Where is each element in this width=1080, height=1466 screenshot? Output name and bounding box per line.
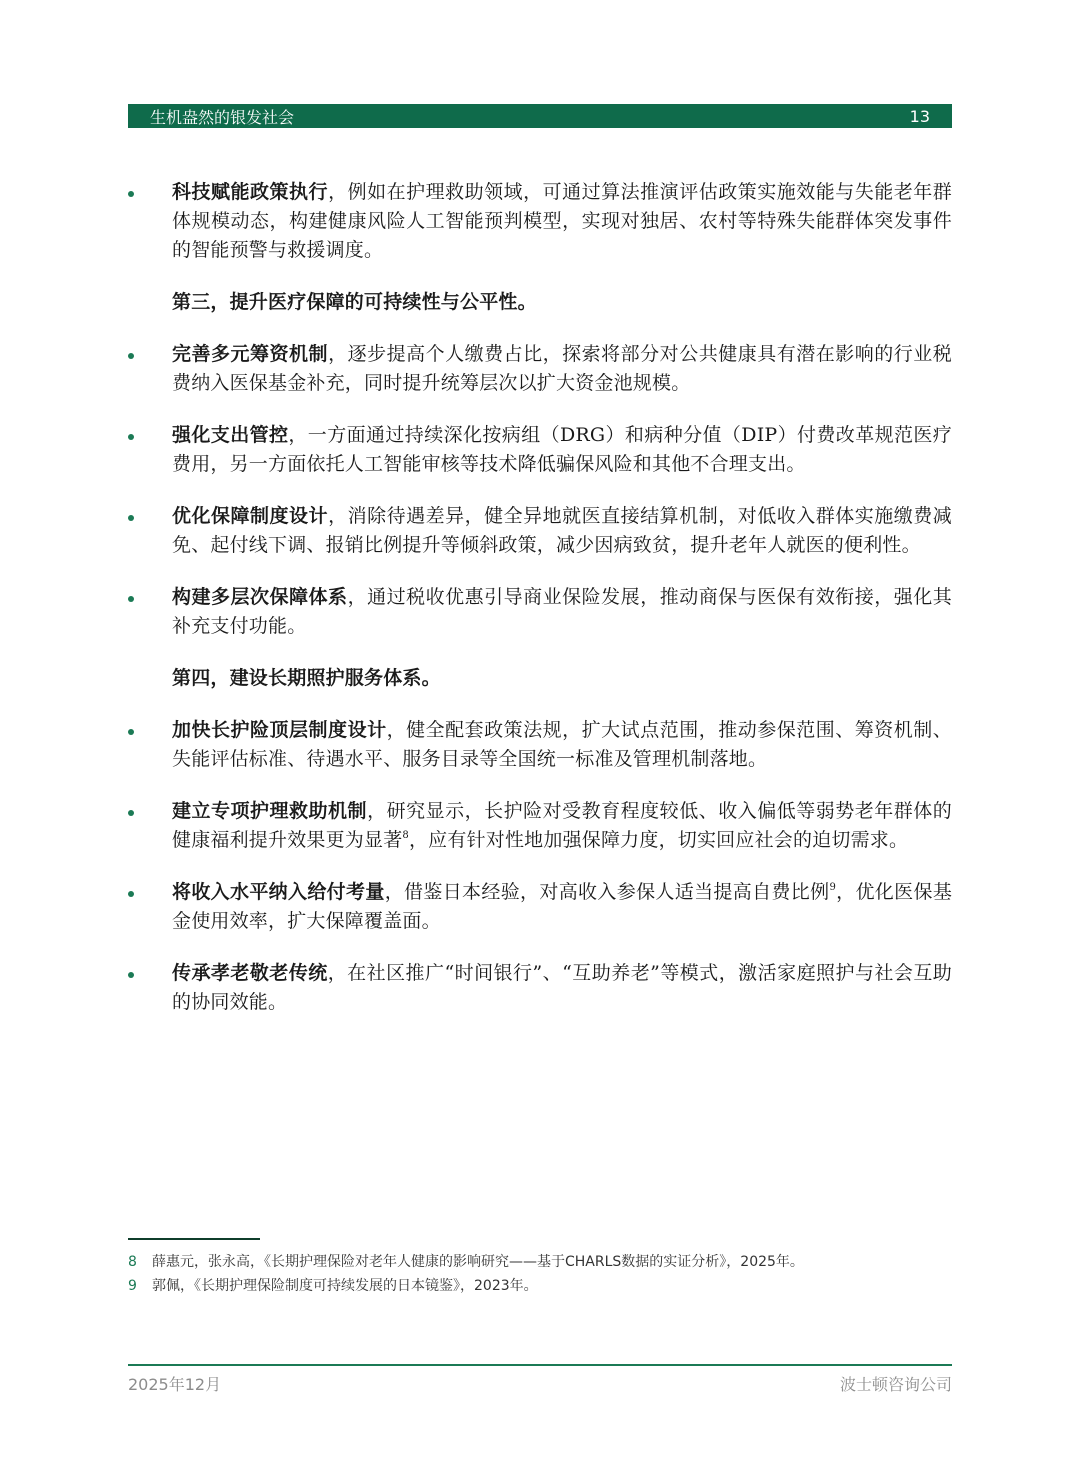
list-item bbox=[128, 878, 952, 936]
item-lead: 将收入水平纳入给付考量 bbox=[172, 881, 385, 903]
footnotes bbox=[128, 1250, 952, 1298]
footnote-text: 郭佩，《长期护理保险制度可持续发展的日本镜鉴》，2023年。 bbox=[152, 1278, 538, 1294]
footnote-number: 9 bbox=[128, 1278, 137, 1294]
item-lead: 加快长护险顶层制度设计 bbox=[172, 719, 387, 741]
list-item bbox=[128, 583, 952, 641]
item-text: ，借鉴日本经验，对高收入参保人适当提高自费比例 bbox=[384, 881, 830, 903]
list-item bbox=[128, 340, 952, 398]
bullet-icon bbox=[128, 729, 134, 735]
main-content bbox=[128, 178, 952, 1040]
list-item bbox=[128, 716, 952, 774]
bullet-icon bbox=[128, 191, 134, 197]
item-text: ，消除待遇差异，健全异地就医直接结算机制，对低收入群体实施缴费减免、起付线下调、报销比例提升等倾斜政策，减少因病致贫，提升老年人就医的便利性。 bbox=[172, 505, 952, 556]
item-text: ，例如在护理救助领域，可通过算法推演评估政策实施效能与失能老年群体规模动态，构建健康风险人工智能预判模型，实现对独居、农村等特殊失能群体突发事件的智能预警与救援调度。 bbox=[172, 181, 952, 261]
bullet-icon bbox=[128, 972, 134, 978]
bullet-icon bbox=[128, 891, 134, 897]
item-lead: 优化保障制度设计 bbox=[172, 505, 329, 527]
bullet-icon bbox=[128, 353, 134, 359]
footnote-ref[interactable]: 8 bbox=[402, 830, 409, 841]
bullet-icon bbox=[128, 596, 134, 602]
footer-divider bbox=[128, 1364, 952, 1366]
bullet-icon bbox=[128, 515, 134, 521]
item-lead: 传承孝老敬老传统 bbox=[172, 962, 328, 984]
item-text: ，一方面通过持续深化按病组（DRG）和病种分值（DIP）付费改革规范医疗费用，另一方面依托人工智能审核等技术降低骗保风险和其他不合理支出。 bbox=[172, 424, 953, 475]
section-heading: 第四，建设长期照护服务体系。 bbox=[172, 667, 441, 689]
item-lead: 强化支出管控 bbox=[172, 424, 289, 446]
report-title: 生机盎然的银发社会 bbox=[150, 107, 295, 127]
item-lead: 完善多元筹资机制 bbox=[172, 343, 329, 365]
footnote-number: 8 bbox=[128, 1254, 137, 1270]
list-item bbox=[128, 178, 952, 265]
item-lead: 建立专项护理救助机制 bbox=[172, 800, 368, 822]
item-text: ，通过税收优惠引导商业保险发展，推动商保与医保有效衔接，强化其补充支付功能。 bbox=[172, 586, 952, 637]
bullet-icon bbox=[128, 434, 134, 440]
footnote-divider bbox=[128, 1238, 260, 1240]
bullet-icon bbox=[128, 810, 134, 816]
item-text: ，逐步提高个人缴费占比，探索将部分对公共健康具有潜在影响的行业税费纳入医保基金补充，同时提升统筹层次以扩大资金池规模。 bbox=[172, 343, 952, 394]
list-item bbox=[128, 959, 952, 1017]
item-text: ，在社区推广“时间银行”、“互助养老”等模式，激活家庭照护与社会互助的协同效能。 bbox=[172, 962, 952, 1013]
page-number: 13 bbox=[909, 106, 930, 126]
footnote bbox=[128, 1274, 952, 1298]
list-item bbox=[128, 502, 952, 560]
footnote-text: 薛惠元，张永高，《长期护理保险对老年人健康的影响研究——基于CHARLS数据的实证分析》，2025年。 bbox=[152, 1254, 804, 1270]
footnote bbox=[128, 1250, 952, 1274]
footnote-ref[interactable]: 9 bbox=[829, 882, 836, 893]
item-lead: 构建多层次保障体系 bbox=[172, 586, 348, 608]
footer-company: 波士顿咨询公司 bbox=[839, 1375, 952, 1394]
list-item bbox=[128, 421, 952, 479]
item-lead: 科技赋能政策执行 bbox=[172, 181, 329, 203]
footer-date: 2025年12月 bbox=[128, 1375, 222, 1394]
page-header-bar bbox=[128, 104, 952, 128]
list-item bbox=[128, 797, 952, 855]
item-text: ，应有针对性地加强保障力度，切实回应社会的迫切需求。 bbox=[408, 829, 909, 851]
page-footer bbox=[128, 1372, 952, 1395]
item-text: ，健全配套政策法规，扩大试点范围，推动参保范围、筹资机制、失能评估标准、待遇水平、服务目录等全国统一标准及管理机制落地。 bbox=[172, 719, 952, 770]
section-heading: 第三，提升医疗保障的可持续性与公平性。 bbox=[172, 291, 537, 313]
item-text: ，优化医保基金使用效率，扩大保障覆盖面。 bbox=[172, 881, 953, 932]
item-text: ，研究显示，长护险对受教育程度较低、收入偏低等弱势老年群体的健康福利提升效果更为显著 bbox=[172, 800, 952, 851]
